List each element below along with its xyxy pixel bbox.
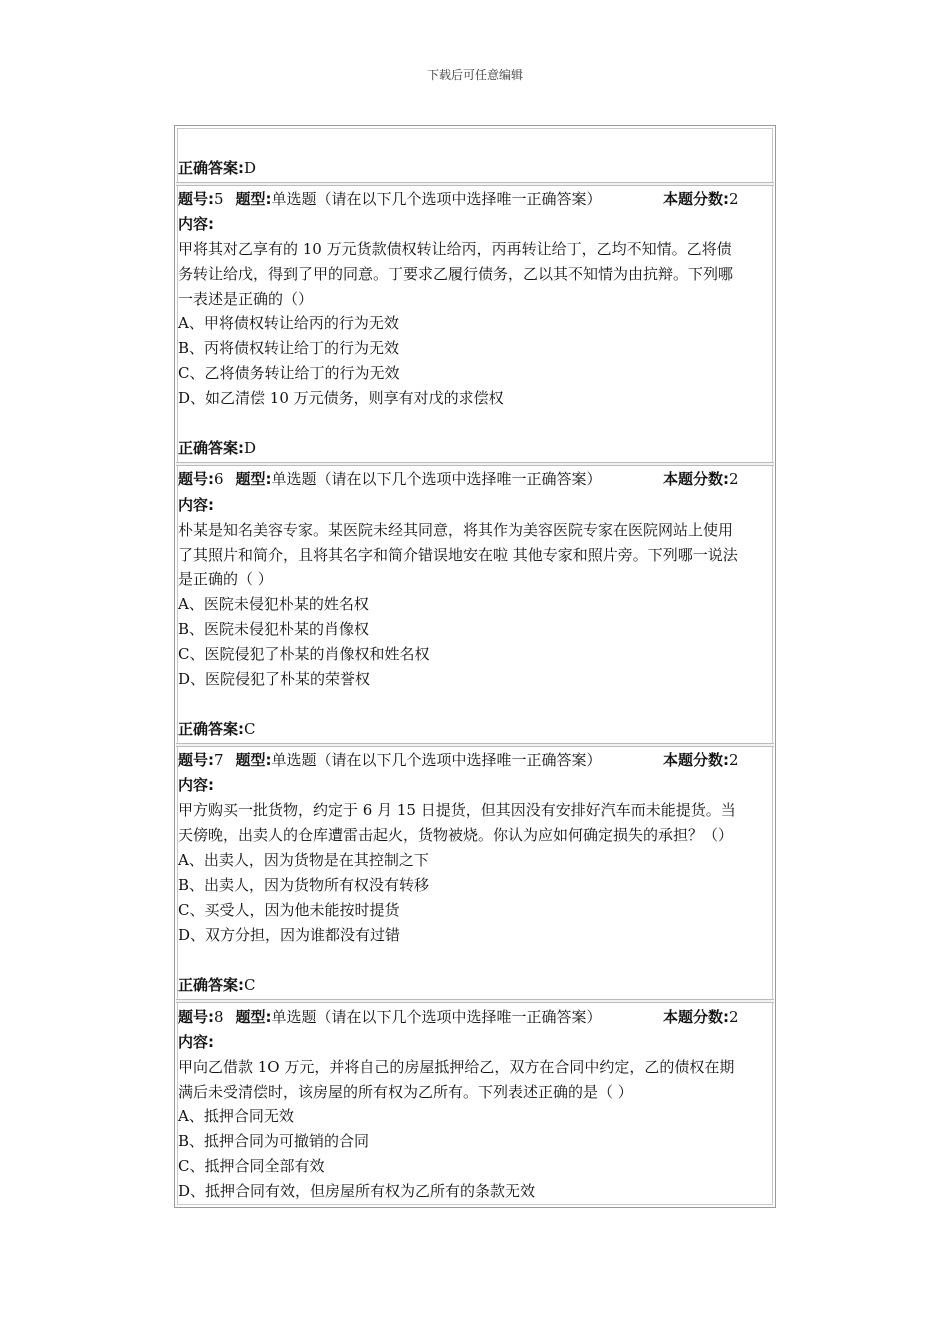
question-header: 题号:7 题型:单选题（请在以下几个选项中选择唯一正确答案） 本题分数:2 <box>178 748 770 773</box>
question-score: 本题分数:2 <box>663 470 739 488</box>
question-text: 满后未受清偿时，该房屋的所有权为乙所有。下列表述正确的是（ ） <box>178 1083 633 1101</box>
option-d: D、双方分担，因为谁都没有过错 <box>178 926 401 944</box>
answer-row: 正确答案:D <box>178 439 257 457</box>
option-c: C、抵押合同全部有效 <box>178 1157 325 1175</box>
option-b: B、出卖人，因为货物所有权没有转移 <box>178 876 430 894</box>
option-c: C、乙将债务转让给丁的行为无效 <box>178 364 400 382</box>
question-text: 天傍晚，出卖人的仓库遭雷击起火，货物被烧。你认为应如何确定损失的承担？（） <box>178 826 734 844</box>
answer-row: 正确答案:C <box>178 976 256 994</box>
content-label: 内容: <box>178 496 214 514</box>
question-header: 题号:5 题型:单选题（请在以下几个选项中选择唯一正确答案） 本题分数:2 <box>178 187 770 212</box>
row-separator <box>176 462 774 466</box>
option-b: B、抵押合同为可撤销的合同 <box>178 1132 370 1150</box>
question-text: 甲将其对乙享有的 10 万元货款债权转让给丙，丙再转让给丁，乙均不知情。乙将债 <box>178 240 732 258</box>
option-a: A、出卖人，因为货物是在其控制之下 <box>178 851 429 869</box>
row-separator <box>176 999 774 1003</box>
option-a: A、甲将债权转让给丙的行为无效 <box>178 314 399 332</box>
question-score: 本题分数:2 <box>663 190 739 208</box>
content-label: 内容: <box>178 1033 214 1051</box>
option-d: D、医院侵犯了朴某的荣誉权 <box>178 670 371 688</box>
option-d: D、抵押合同有效，但房屋所有权为乙所有的条款无效 <box>178 1182 536 1200</box>
option-b: B、丙将债权转让给丁的行为无效 <box>178 339 400 357</box>
question-header: 题号:6 题型:单选题（请在以下几个选项中选择唯一正确答案） 本题分数:2 <box>178 467 770 492</box>
row-separator <box>176 182 774 186</box>
question-text: 务转让给戊，得到了甲的同意。丁要求乙履行债务，乙以其不知情为由抗辩。下列哪 <box>178 265 734 283</box>
option-c: C、医院侵犯了朴某的肖像权和姓名权 <box>178 645 430 663</box>
answer-row: 正确答案:C <box>178 720 256 738</box>
question-text: 甲方购买一批货物，约定于 6 月 15 日提货，但其因没有安排好汽车而未能提货。当 <box>178 801 736 819</box>
question-score: 本题分数:2 <box>663 1008 739 1026</box>
option-a: A、抵押合同无效 <box>178 1107 294 1125</box>
question-score: 本题分数:2 <box>663 751 739 769</box>
question-header: 题号:8 题型:单选题（请在以下几个选项中选择唯一正确答案） 本题分数:2 <box>178 1005 770 1030</box>
answer-row: 正确答案:D <box>178 159 257 177</box>
content-label: 内容: <box>178 776 214 794</box>
page-header: 下载后可任意编辑 <box>426 68 523 82</box>
option-a: A、医院未侵犯朴某的姓名权 <box>178 595 369 613</box>
question-text: 是正确的（ ） <box>178 570 273 588</box>
content-label: 内容: <box>178 215 214 233</box>
option-b: B、医院未侵犯朴某的肖像权 <box>178 620 370 638</box>
question-text: 一表述是正确的（） <box>178 290 314 308</box>
question-text: 甲向乙借款 1O 万元，并将自己的房屋抵押给乙，双方在合同中约定，乙的债权在期 <box>178 1058 735 1076</box>
question-text: 朴某是知名美容专家。某医院未经其同意，将其作为美容医院专家在医院网站上使用 <box>178 521 734 539</box>
row-separator <box>176 743 774 747</box>
question-text: 了其照片和简介，且将其名字和简介错误地安在啦 其他专家和照片旁。下列哪一说法 <box>178 546 738 564</box>
option-c: C、买受人，因为他未能按时提货 <box>178 901 400 919</box>
option-d: D、如乙清偿 10 万元债务，则享有对戊的求偿权 <box>178 389 504 407</box>
